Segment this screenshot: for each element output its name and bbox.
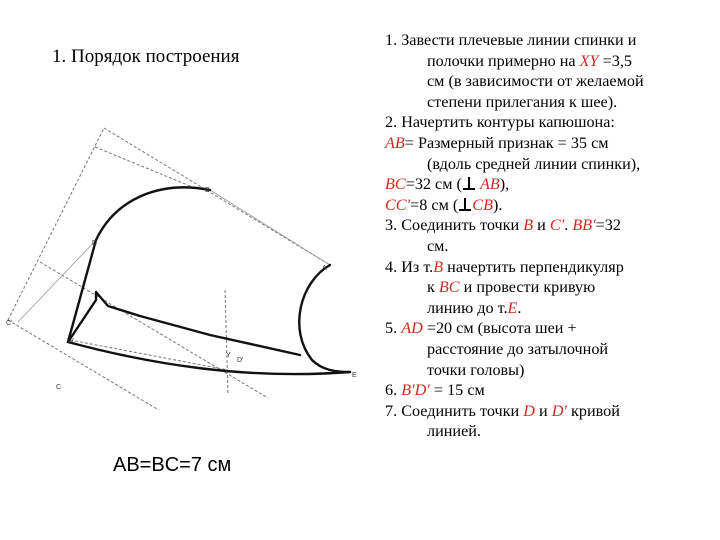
step-2-line: BC=32 см ( AB), [385,175,510,194]
construction-line [70,340,228,370]
perpendicular-icon [463,177,475,190]
hood-back-contour [68,187,210,342]
construction-steps [385,30,710,442]
step-5-line: 5. AD =20 см (высота шеи + [385,319,577,338]
step-5-line: точки головы) [427,360,525,379]
reference-line [210,190,330,265]
connecting-line [68,292,300,355]
step-4-line: линию до т.E. [427,298,522,317]
hood-front-contour [299,265,350,372]
caption: AB=BC=7 см [113,454,232,476]
step-4-line: 4. Из т.B начертить перпендикуляр [385,257,624,276]
point-label-b: B [205,187,210,194]
construction-line [40,262,268,398]
construction-line [95,147,195,188]
point-label-d: D [92,240,98,247]
step-2-line: 2. Начертить контуры капюшона: [385,113,615,132]
point-label-d-prime: D′ [237,357,244,364]
point-label-c-prime: C′ [6,320,13,327]
step-3-line: 3. Соединить точки B и C′. BB′=32 [385,216,621,235]
point-label-a: A [322,265,327,272]
neck-curve [68,342,350,374]
step-1-line: 1. Завести плечевые линии спинки и [385,31,637,49]
section-title: 1. Порядок построения [52,46,240,67]
construction-line [225,290,228,395]
step-2-line: (вдоль средней линии спинки), [427,154,641,173]
step-1-line: см (в зависимости от желаемой [427,72,644,91]
step-1-line: полочки примерно на XY =3,5 [427,51,632,70]
step-3-line: см. [427,236,449,255]
step-2-line: AB= Размерный признак = 35 см [385,133,609,152]
perpendicular-icon [459,198,471,211]
step-6-line: 6. B′D′ = 15 см [385,381,485,400]
point-label-y: Y [226,352,231,359]
step-2-line: CC′=8 см ( CB). [385,195,503,214]
step-1-line: степени прилегания к шее). [427,92,618,111]
step-5-line: расстояние до затылочной [427,339,609,358]
point-label-w: W [67,338,74,345]
hood-construction-diagram [0,110,380,410]
step-7-line: линией. [427,422,481,441]
point-label-c: C [56,384,62,391]
point-label-e: E [352,372,357,379]
step-7-line: 7. Соединить точки D и D′ кривой [385,401,620,420]
step-4-line: к BC и провести кривую [427,278,596,297]
